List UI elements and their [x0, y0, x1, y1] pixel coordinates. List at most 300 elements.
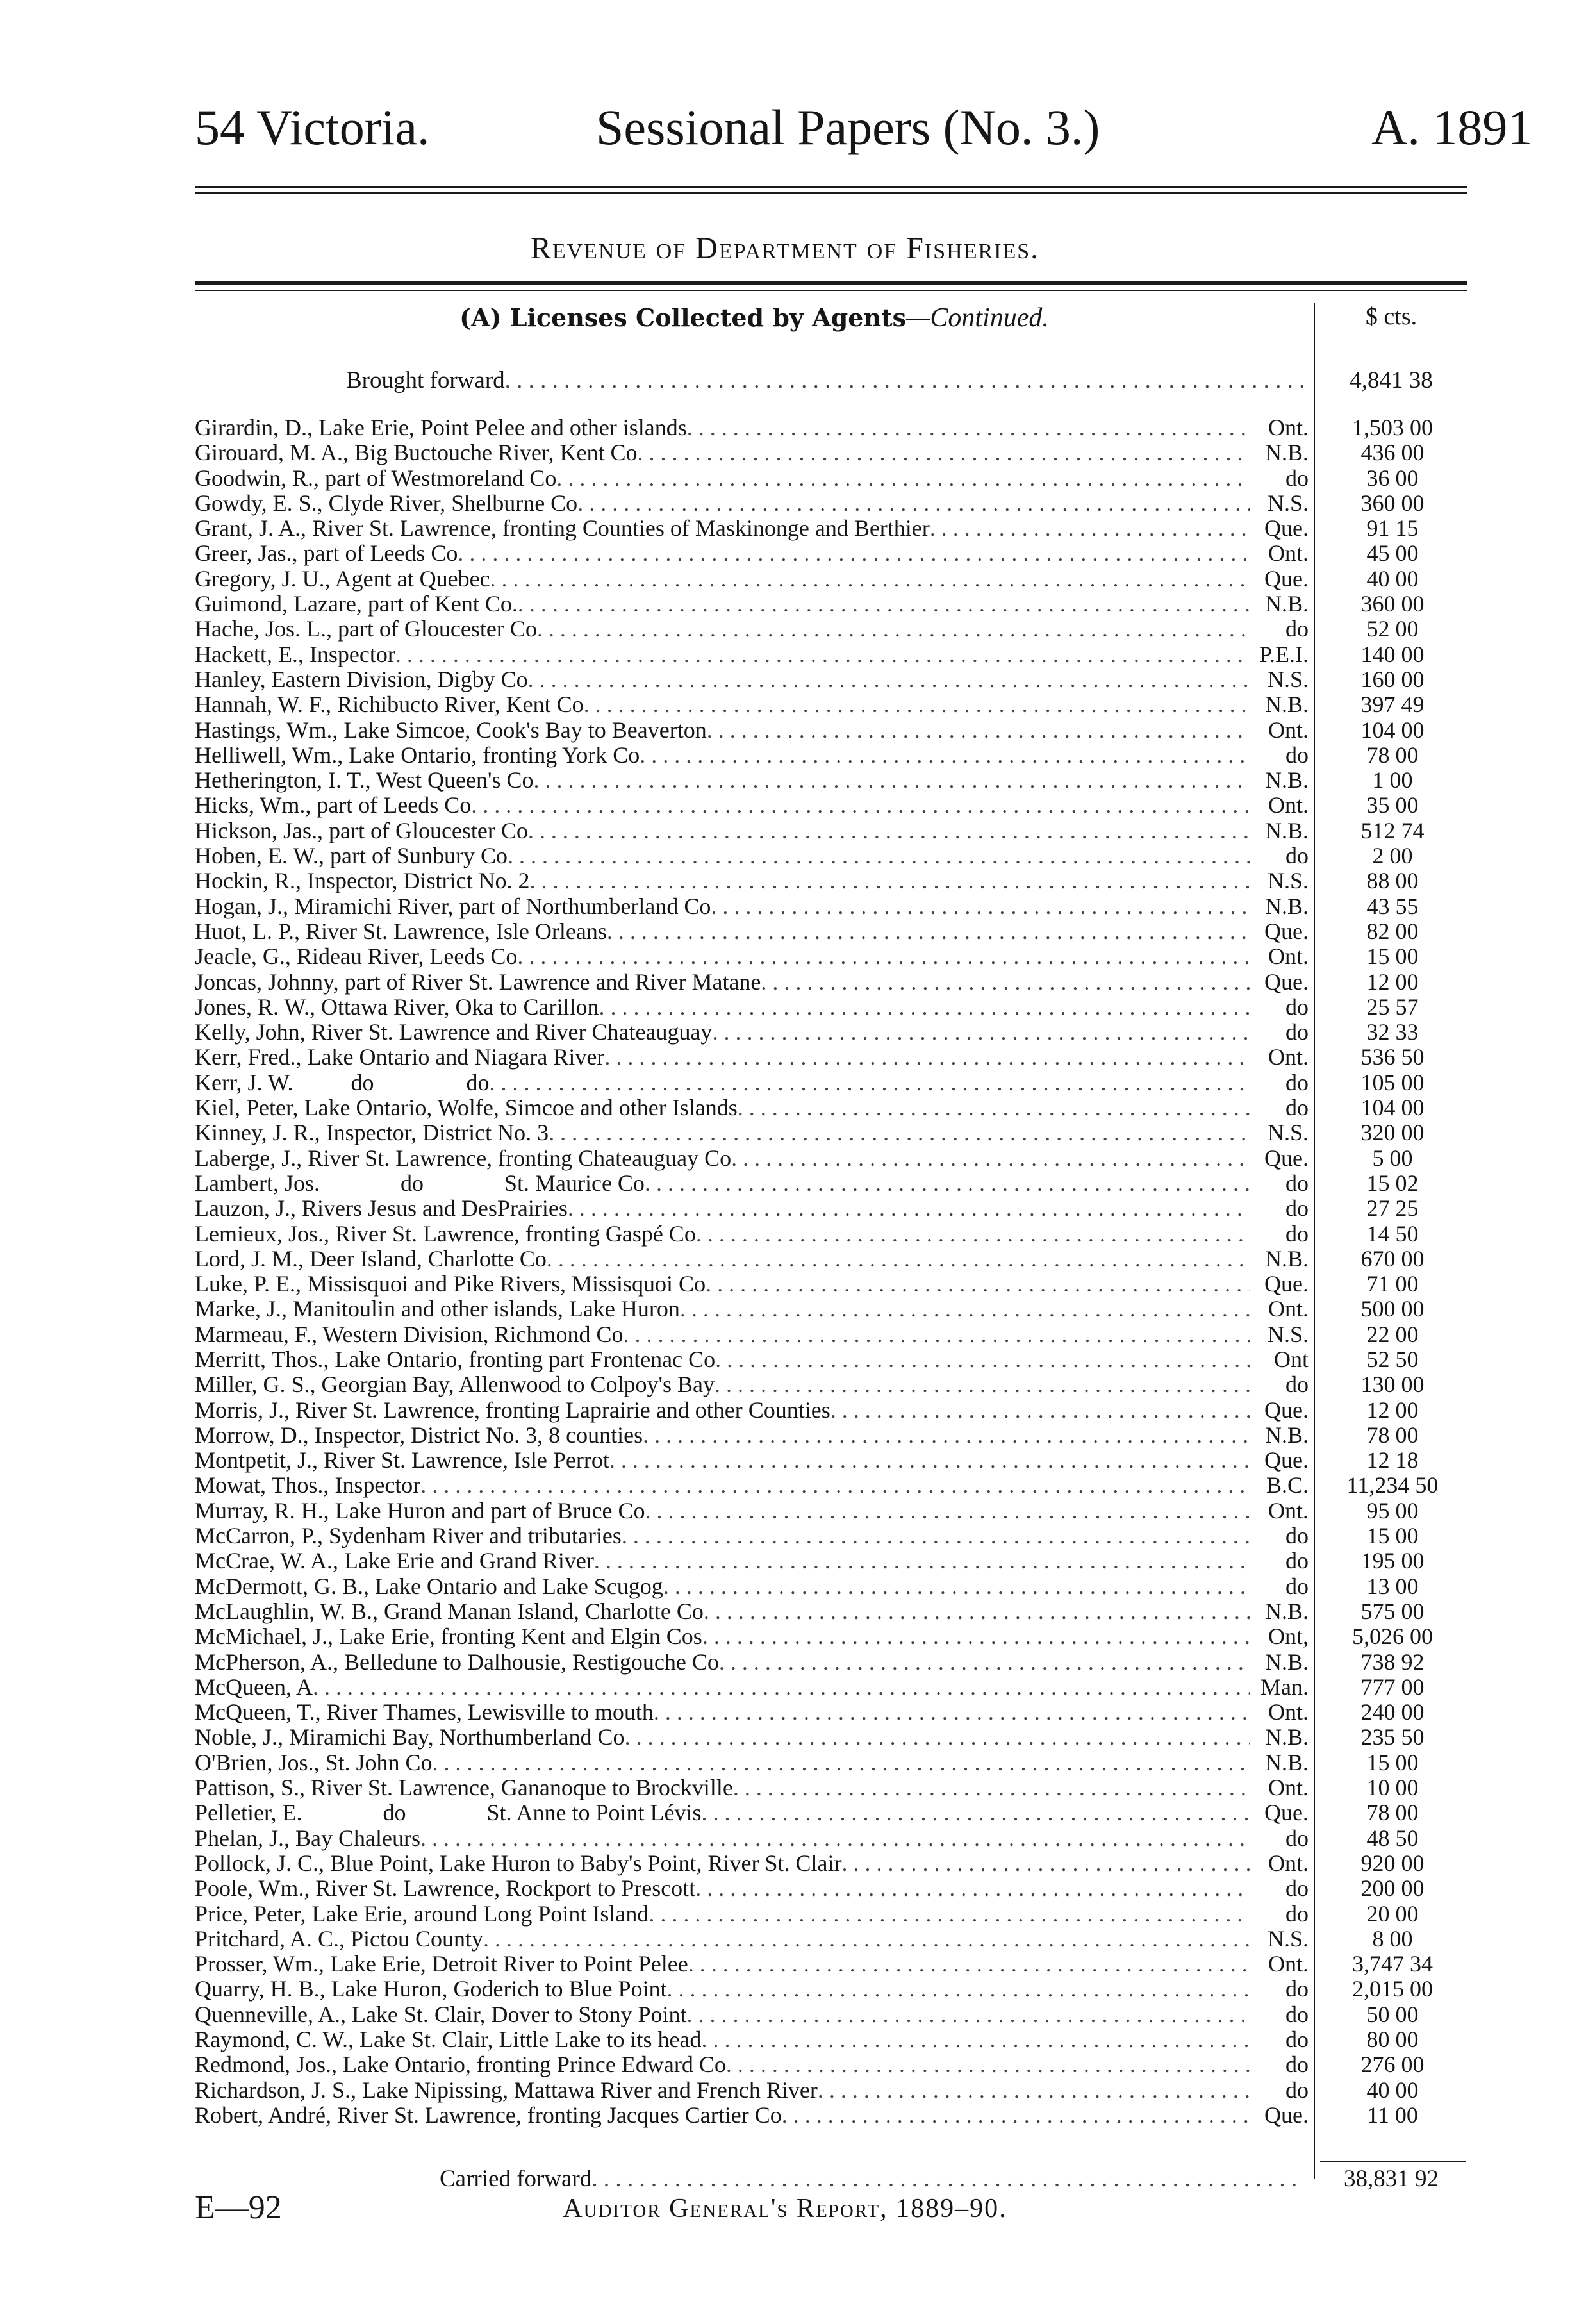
license-amount: 200 00	[1360, 1875, 1425, 1902]
entry-description	[195, 1196, 1314, 1221]
province: N.S.	[1267, 1322, 1309, 1347]
province: N.B.	[1264, 1750, 1309, 1775]
agent-and-district: McLaughlin, W. B., Grand Manan Island, Charlotte Co	[195, 1598, 704, 1624]
table-row	[195, 2078, 1467, 2103]
license-amount: 360 00	[1360, 591, 1425, 617]
agent-and-district: Laberge, J., River St. Lawrence, fronting Chateauguay Co	[195, 1145, 732, 1171]
leader-dots	[458, 541, 1250, 566]
license-amount: 48 50	[1366, 1825, 1419, 1851]
table-row	[195, 1876, 1467, 1901]
province: N.S.	[1267, 1926, 1309, 1952]
leader-dots	[645, 1498, 1250, 1523]
entry-description	[195, 868, 1314, 893]
table-row	[195, 818, 1467, 843]
entry-description	[195, 617, 1314, 642]
license-amount: 360 00	[1360, 490, 1425, 516]
brought-forward-amount: 4,841 38	[1350, 367, 1433, 394]
agent-and-district: Gregory, J. U., Agent at Quebec	[195, 566, 490, 592]
license-amount: 15 02	[1366, 1170, 1419, 1196]
table-row	[195, 1574, 1467, 1599]
table-row	[195, 617, 1467, 642]
license-amount: 91 15	[1366, 515, 1419, 542]
section-title-main: (A) Licenses Collected by Agents	[459, 303, 907, 332]
entry-description	[195, 1070, 1314, 1095]
table-row	[195, 2052, 1467, 2077]
entry-description	[195, 466, 1314, 491]
leader-dots	[577, 491, 1250, 516]
leader-dots	[695, 1876, 1250, 1901]
entry-description	[195, 970, 1314, 995]
leader-dots	[930, 516, 1250, 541]
province: Ont.	[1268, 1297, 1309, 1322]
leader-dots	[712, 1020, 1250, 1045]
license-amount: 160 00	[1360, 666, 1425, 692]
province: Que.	[1264, 516, 1309, 542]
province: Que.	[1264, 918, 1309, 944]
table-row	[195, 1523, 1467, 1548]
table-row	[195, 1800, 1467, 1825]
province: Que.	[1264, 566, 1309, 592]
entry-description	[195, 1927, 1314, 1952]
table-row	[195, 1725, 1467, 1750]
agent-and-district: Hastings, Wm., Lake Simcoe, Cook's Bay to Beaverton	[195, 717, 707, 743]
province: N.S.	[1267, 868, 1309, 894]
agent-and-district: Hoben, E. W., part of Sunbury Co	[195, 843, 508, 869]
agent-and-district: Hannah, W. F., Richibucto River, Kent Co	[195, 692, 584, 718]
table-row	[195, 667, 1467, 692]
license-amount: 276 00	[1360, 2052, 1425, 2078]
leader-dots	[715, 1372, 1250, 1397]
agent-and-district: McCrae, W. A., Lake Erie and Grand River	[195, 1548, 594, 1574]
entry-description	[195, 1800, 1314, 1825]
province: Ont.	[1268, 541, 1309, 567]
sum-rule	[1320, 2161, 1466, 2162]
entry-description	[195, 2027, 1314, 2052]
agent-and-district: Jeacle, G., Rideau River, Leeds Co	[195, 944, 518, 970]
license-amount: 95 00	[1366, 1497, 1419, 1523]
leader-dots	[738, 1095, 1250, 1120]
province: Ont.	[1268, 1700, 1309, 1725]
province: Ont.	[1268, 415, 1309, 440]
entry-description	[195, 491, 1314, 516]
license-amount: 320 00	[1360, 1120, 1425, 1146]
agent-and-district: McPherson, A., Belledune to Dalhousie, Restigouche Co	[195, 1649, 719, 1675]
entry-description	[195, 1423, 1314, 1448]
leader-dots	[591, 2164, 1303, 2195]
province: do	[1285, 1977, 1309, 2002]
entry-description	[195, 2002, 1314, 2027]
leader-dots	[518, 592, 1250, 617]
province: N.B.	[1264, 768, 1309, 793]
province: do	[1285, 1070, 1309, 1095]
table-row	[195, 2027, 1467, 2052]
license-amount: 235 50	[1360, 1724, 1425, 1750]
entry-description	[195, 1222, 1314, 1247]
agent-and-district: Noble, J., Miramichi Bay, Northumberland Co	[195, 1725, 625, 1750]
header-paper-title: Sessional Papers (No. 3.)	[596, 99, 1100, 155]
agent-and-district: McCarron, P., Sydenham River and tributaries	[195, 1523, 622, 1549]
table-row	[195, 1020, 1467, 1045]
table-row	[195, 793, 1467, 818]
province: do	[1285, 465, 1309, 491]
agent-and-district: Mowat, Thos., Inspector	[195, 1473, 421, 1498]
license-amount: 2 00	[1372, 843, 1413, 869]
entry-description	[195, 567, 1314, 592]
entry-description	[195, 718, 1314, 743]
entry-description	[195, 743, 1314, 768]
leader-dots	[637, 440, 1250, 465]
license-amount: 397 49	[1360, 692, 1425, 718]
agent-and-district: Price, Peter, Lake Erie, around Long Point Island	[195, 1901, 649, 1927]
province: do	[1285, 617, 1309, 642]
license-amount: 52 50	[1366, 1346, 1419, 1372]
license-amount: 50 00	[1366, 2001, 1419, 2027]
license-amount: 10 00	[1366, 1775, 1419, 1801]
agent-and-district: Pollock, J. C., Blue Point, Lake Huron to Baby's Point, River St. Clair	[195, 1850, 842, 1876]
province: do	[1285, 1221, 1309, 1247]
entry-description	[195, 2052, 1314, 2077]
table-row	[195, 1473, 1467, 1498]
entry-description	[195, 1171, 1314, 1196]
leader-dots	[711, 894, 1250, 919]
agent-and-district: Quenneville, A., Lake St. Clair, Dover to Stony Point	[195, 2002, 687, 2027]
license-amount: 670 00	[1360, 1245, 1425, 1272]
leader-dots	[483, 1927, 1250, 1952]
section-title-continued: —Continued.	[906, 303, 1049, 333]
leader-dots	[688, 1952, 1250, 1977]
leader-dots	[696, 1222, 1250, 1247]
entry-description	[195, 1297, 1314, 1322]
license-amount: 3,747 34	[1352, 1951, 1433, 1977]
agent-and-district: Robert, André, River St. Lawrence, fronting Jacques Cartier Co	[195, 2102, 782, 2128]
entry-description	[195, 667, 1314, 692]
entry-description	[195, 1473, 1314, 1498]
table-row	[195, 970, 1467, 995]
header-session: 54 Victoria.	[195, 99, 430, 155]
province: do	[1285, 742, 1309, 768]
leader-dots	[706, 1272, 1250, 1297]
license-amount: 130 00	[1360, 1372, 1425, 1398]
entry-description	[195, 1876, 1314, 1901]
province: Ont.	[1268, 793, 1309, 818]
table-row	[195, 1750, 1467, 1775]
agent-and-district: Lord, J. M., Deer Island, Charlotte Co	[195, 1246, 547, 1272]
leader-dots	[505, 365, 1303, 396]
carried-forward-amount: 38,831 92	[1344, 2166, 1439, 2192]
table-row	[195, 1222, 1467, 1247]
table-row	[195, 944, 1467, 969]
agent-and-district: Pattison, S., River St. Lawrence, Gananoque to Brockville	[195, 1775, 733, 1801]
leader-dots	[313, 1675, 1250, 1700]
leader-dots	[549, 1120, 1250, 1145]
entry-description	[195, 1775, 1314, 1800]
province: do	[1285, 1095, 1309, 1121]
table-row	[195, 2002, 1467, 2027]
agent-and-district: Raymond, C. W., Lake St. Clair, Little Lake to its head	[195, 2027, 702, 2052]
agent-and-district: McQueen, T., River Thames, Lewisville to mouth	[195, 1700, 654, 1725]
leader-dots	[624, 1322, 1250, 1347]
license-amount: 512 74	[1360, 817, 1425, 843]
agent-and-district: Marke, J., Manitoulin and other islands, Lake Huron	[195, 1297, 680, 1322]
entry-description	[195, 642, 1314, 667]
entry-description	[195, 1398, 1314, 1423]
table-row	[195, 1347, 1467, 1372]
province: N.B.	[1264, 592, 1309, 617]
entry-description	[195, 1599, 1314, 1624]
leader-dots	[607, 919, 1250, 944]
agent-and-district: Hockin, R., Inspector, District No. 2	[195, 868, 530, 894]
leader-dots	[547, 1247, 1250, 1272]
agent-and-district: Hanley, Eastern Division, Digby Co	[195, 667, 528, 692]
license-amount: 52 00	[1366, 616, 1419, 642]
table-row	[195, 1851, 1467, 1876]
license-amount: 536 50	[1360, 1044, 1425, 1070]
entry-description	[195, 1095, 1314, 1120]
table-row	[195, 1675, 1467, 1700]
province: N.B.	[1264, 440, 1309, 466]
province: Ont.	[1268, 1775, 1309, 1801]
agent-and-district: Hackett, E., Inspector	[195, 642, 395, 667]
license-amount: 25 57	[1366, 993, 1419, 1020]
entry-description	[195, 1146, 1314, 1171]
table-row	[195, 415, 1467, 440]
agent-and-district: Montpetit, J., River St. Lawrence, Isle Perrot	[195, 1448, 609, 1473]
table-row	[195, 995, 1467, 1020]
province: Que.	[1264, 1272, 1309, 1297]
agent-and-district: Richardson, J. S., Lake Nipissing, Mattawa River and French River	[195, 2077, 818, 2103]
table-row	[195, 1498, 1467, 1523]
footer-report-title: Auditor General's Report, 1889–90.	[563, 2194, 1007, 2223]
province: do	[1285, 1372, 1309, 1398]
agent-and-district: Morris, J., River St. Lawrence, fronting Laprairie and other Counties	[195, 1397, 830, 1423]
province: Ont.	[1268, 1045, 1309, 1070]
entry-description	[195, 843, 1314, 868]
province: N.B.	[1264, 1598, 1309, 1624]
agent-and-district: Poole, Wm., River St. Lawrence, Rockport to Prescott	[195, 1876, 696, 1902]
title-rule-thin	[195, 290, 1467, 291]
agent-and-district: Lemieux, Jos., River St. Lawrence, fronting Gaspé Co	[195, 1221, 696, 1247]
table-row	[195, 1247, 1467, 1272]
table-row	[195, 1624, 1467, 1649]
brought-forward-label: Brought forward	[346, 367, 505, 394]
leader-dots	[420, 1826, 1250, 1851]
leader-dots	[686, 2002, 1250, 2027]
province: Ont.	[1268, 717, 1309, 743]
leader-dots	[649, 1902, 1250, 1927]
province: Man.	[1260, 1674, 1309, 1700]
table-row	[195, 868, 1467, 893]
agent-and-district: Hickson, Jas., part of Gloucester Co	[195, 818, 528, 843]
table-row	[195, 1372, 1467, 1397]
leader-dots	[719, 1650, 1250, 1675]
province: B.C.	[1266, 1473, 1309, 1498]
province: Que.	[1264, 1448, 1309, 1473]
entry-description	[195, 1725, 1314, 1750]
leader-dots	[667, 1977, 1250, 2002]
province: do	[1285, 1196, 1309, 1222]
table-row	[195, 894, 1467, 919]
leader-dots	[702, 1624, 1250, 1649]
leader-dots	[568, 1196, 1250, 1221]
province: P.E.I.	[1259, 642, 1309, 667]
table-row	[195, 1448, 1467, 1473]
leader-dots	[528, 667, 1250, 692]
agent-and-district: Huot, L. P., River St. Lawrence, Isle Orleans	[195, 918, 607, 944]
table-row	[195, 440, 1467, 465]
entry-description	[195, 692, 1314, 717]
header-rule-bottom	[195, 192, 1467, 194]
license-amount: 82 00	[1366, 918, 1419, 944]
agent-and-district: Girardin, D., Lake Erie, Point Pelee and other islands	[195, 415, 687, 440]
license-amount: 15 00	[1366, 1523, 1419, 1549]
license-amount: 575 00	[1360, 1598, 1425, 1624]
table-row	[195, 1196, 1467, 1221]
entry-description	[195, 1851, 1314, 1876]
amount-column-header: $ cts.	[1365, 303, 1417, 330]
agent-and-district: Kiel, Peter, Lake Ontario, Wolfe, Simcoe and other Islands	[195, 1095, 738, 1121]
entry-description	[195, 1624, 1314, 1649]
license-amount: 36 00	[1366, 465, 1419, 491]
table-row	[195, 642, 1467, 667]
entry-description	[195, 1372, 1314, 1397]
leader-dots	[643, 1423, 1250, 1448]
agent-and-district: Kerr, Fred., Lake Ontario and Niagara River	[195, 1045, 605, 1070]
province: do	[1285, 1573, 1309, 1599]
license-amount: 5,026 00	[1352, 1623, 1433, 1650]
license-amount: 80 00	[1366, 2027, 1419, 2052]
leader-dots	[645, 1171, 1250, 1196]
entry-description	[195, 1020, 1314, 1045]
province: Que.	[1264, 2102, 1309, 2128]
province: do	[1285, 2027, 1309, 2052]
leader-dots	[584, 692, 1250, 717]
table-row	[195, 1120, 1467, 1145]
entry-description	[195, 541, 1314, 566]
agent-and-district: Kelly, John, River St. Lawrence and River Chateauguay	[195, 1020, 713, 1045]
table-row	[195, 1045, 1467, 1070]
leader-dots	[490, 567, 1250, 592]
leader-dots	[594, 1548, 1250, 1573]
agent-and-district: Helliwell, Wm., Lake Ontario, fronting York Co	[195, 742, 640, 768]
agent-and-district: Hache, Jos. L., part of Gloucester Co	[195, 617, 537, 642]
province: do	[1285, 1548, 1309, 1574]
province: do	[1285, 1020, 1309, 1045]
province: do	[1285, 1876, 1309, 1902]
header-rule-top	[195, 186, 1467, 188]
table-row	[195, 768, 1467, 793]
license-amount: 8 00	[1372, 1925, 1413, 1952]
table-row	[195, 1548, 1467, 1573]
province: N.S.	[1267, 490, 1309, 516]
leader-dots	[537, 617, 1250, 642]
table-row	[195, 1927, 1467, 1952]
license-amount: 20 00	[1366, 1900, 1419, 1927]
license-amount: 1 00	[1372, 767, 1413, 793]
agent-and-district: Gowdy, E. S., Clyde River, Shelburne Co	[195, 490, 578, 516]
license-entries-list	[195, 415, 1467, 2128]
agent-and-district: McDermott, G. B., Lake Ontario and Lake Scugog	[195, 1573, 663, 1599]
table-row	[195, 1423, 1467, 1448]
leader-dots	[715, 1347, 1250, 1372]
entry-description	[195, 1574, 1314, 1599]
province: Ont.	[1268, 944, 1309, 970]
brought-forward-row	[195, 365, 1303, 396]
agent-and-district: Joncas, Johnny, part of River St. Lawrence and River Matane	[195, 969, 761, 995]
entry-description	[195, 1826, 1314, 1851]
leader-dots	[609, 1448, 1250, 1473]
entry-description	[195, 2103, 1314, 2128]
license-amount: 777 00	[1360, 1673, 1425, 1700]
entry-description	[195, 1977, 1314, 2002]
table-row	[195, 1297, 1467, 1322]
leader-dots	[471, 793, 1250, 818]
license-amount: 45 00	[1366, 540, 1419, 567]
province: do	[1285, 2002, 1309, 2027]
table-row	[195, 567, 1467, 592]
license-amount: 15 00	[1366, 943, 1419, 970]
leader-dots	[604, 1045, 1250, 1070]
leader-dots	[830, 1398, 1250, 1423]
agent-and-district: Hogan, J., Miramichi River, part of Northumberland Co	[195, 893, 711, 919]
leader-dots	[640, 743, 1250, 768]
agent-and-district: Luke, P. E., Missisquoi and Pike Rivers, Missisquoi Co	[195, 1272, 706, 1297]
leader-dots	[702, 1800, 1250, 1825]
province: Ont,	[1268, 1624, 1309, 1650]
leader-dots	[733, 1775, 1250, 1800]
province: Ont.	[1268, 1952, 1309, 1977]
table-row	[195, 743, 1467, 768]
carried-forward-row	[195, 2164, 1303, 2195]
table-row	[195, 541, 1467, 566]
license-amount: 2,015 00	[1352, 1976, 1433, 2002]
license-amount: 35 00	[1366, 792, 1419, 818]
license-amount: 195 00	[1360, 1548, 1425, 1574]
license-amount: 15 00	[1366, 1749, 1419, 1775]
agent-and-district: Jones, R. W., Ottawa River, Oka to Carillon	[195, 994, 599, 1020]
province: do	[1285, 1825, 1309, 1851]
agent-and-district: Quarry, H. B., Lake Huron, Goderich to Blue Point	[195, 1977, 667, 2002]
entry-description	[195, 1498, 1314, 1523]
carried-forward-label: Carried forward	[440, 2166, 592, 2192]
table-row	[195, 491, 1467, 516]
agent-and-district: O'Brien, Jos., St. John Co	[195, 1750, 433, 1775]
entry-description	[195, 1700, 1314, 1725]
license-amount: 13 00	[1366, 1573, 1419, 1599]
table-row	[195, 2103, 1467, 2128]
leader-dots	[517, 944, 1250, 969]
license-amount: 71 00	[1366, 1271, 1419, 1297]
page-title: Revenue of Department of Fisheries.	[530, 231, 1040, 265]
license-amount: 104 00	[1360, 717, 1425, 743]
table-row	[195, 1272, 1467, 1297]
agent-and-district: Lauzon, J., Rivers Jesus and DesPrairies	[195, 1196, 568, 1222]
agent-and-district: Marmeau, F., Western Division, Richmond Co	[195, 1322, 624, 1347]
leader-dots	[687, 415, 1250, 440]
license-amount: 12 00	[1366, 1397, 1419, 1423]
province: do	[1285, 843, 1309, 869]
leader-dots	[707, 718, 1250, 743]
table-row	[195, 1775, 1467, 1800]
leader-dots	[622, 1523, 1250, 1548]
entry-description	[195, 440, 1314, 465]
license-amount: 78 00	[1366, 1422, 1419, 1448]
license-amount: 12 00	[1366, 968, 1419, 995]
license-amount: 88 00	[1366, 868, 1419, 894]
entry-description	[195, 793, 1314, 818]
table-row	[195, 919, 1467, 944]
leader-dots	[420, 1473, 1250, 1498]
table-row	[195, 1398, 1467, 1423]
